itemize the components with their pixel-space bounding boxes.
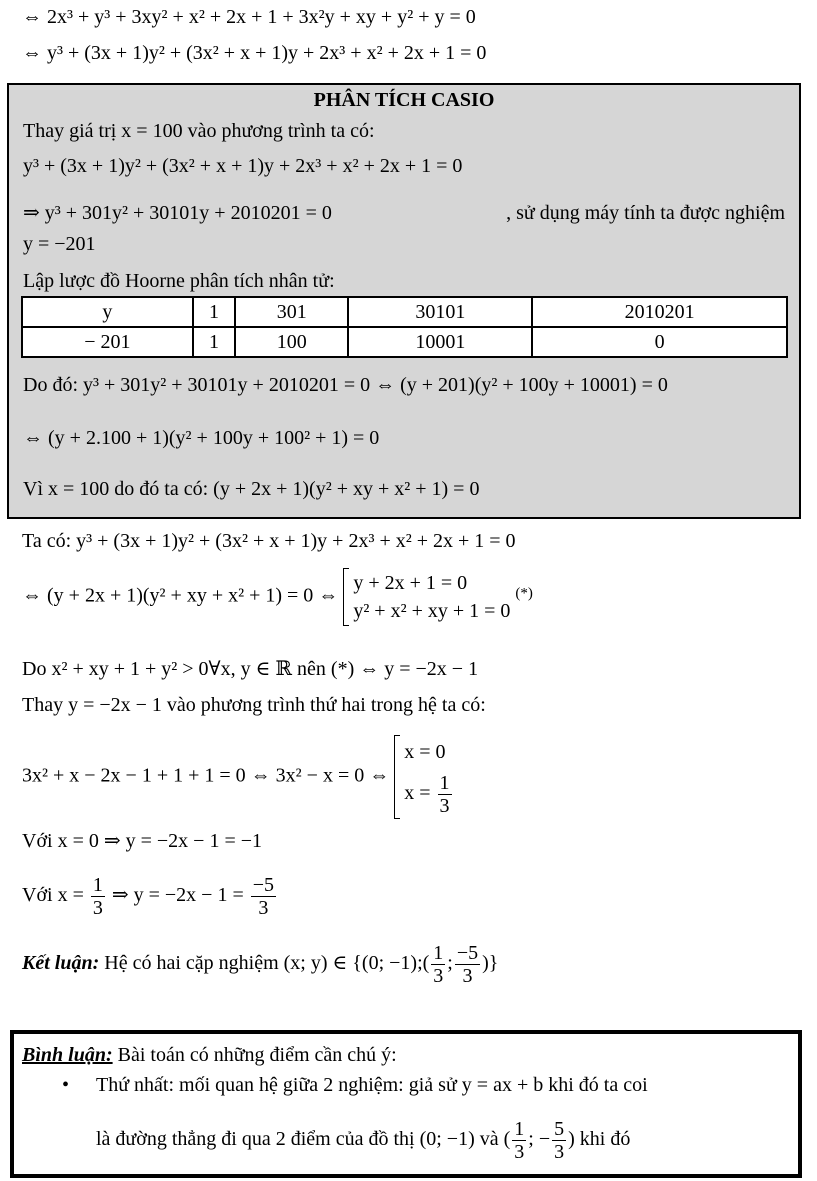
numerator: 1 xyxy=(92,873,103,896)
denominator: 3 xyxy=(439,794,450,817)
casio-numeric-line xyxy=(23,200,785,226)
casio-equation: y³ + (3x + 1)y² + (3x² + x + 1)y + 2x³ + x² + 2x + 1 = 0 xyxy=(23,155,463,177)
factor-equation: ⇔ (y + 2x + 1)(y² + xy + x² + 1) = 0 ⇔ xyxy=(22,584,339,607)
fraction xyxy=(251,874,276,919)
table-cell: 10001 xyxy=(348,327,532,357)
numerator: 1 xyxy=(433,941,444,964)
root-2-prefix: x = xyxy=(404,781,431,804)
casio-title: PHÂN TÍCH CASIO xyxy=(313,89,495,111)
point-1-line-2 xyxy=(96,1114,630,1164)
therefore-equation: y³ + 301y² + 30101y + 2010201 = 0 ⇔ (y + 201)(y² + 100y + 10001) = 0 xyxy=(83,374,668,396)
table-cell: 2010201 xyxy=(532,297,787,327)
have-equation: y³ + (3x + 1)y² + (3x² + x + 1)y + 2x³ + x² + 2x + 1 = 0 xyxy=(76,530,516,552)
separator: ; xyxy=(447,952,453,974)
equation-system xyxy=(343,568,510,626)
root-system xyxy=(394,735,453,819)
conclusion xyxy=(22,938,498,988)
numerator: 5 xyxy=(554,1117,565,1140)
fraction xyxy=(438,772,452,817)
factor-line xyxy=(22,568,533,626)
point-1-line-1: Thứ nhất: mối quan hệ giữa 2 nghiệm: giả sử y = ax + b khi đó ta coi xyxy=(96,1074,648,1096)
conclusion-label: Kết luận: xyxy=(22,952,100,974)
table-cell: 30101 xyxy=(348,297,532,327)
denominator: 3 xyxy=(554,1140,565,1163)
substitute-line: Thay y = −2x − 1 vào phương trình thứ hai trong hệ ta có: xyxy=(22,694,486,716)
root-1: x = 0 xyxy=(404,740,446,763)
fraction xyxy=(431,942,445,987)
case-2-prefix: Với x = xyxy=(22,884,84,906)
factored-numeric: ⇔ (y + 2.100 + 1)(y² + 100y + 100² + 1) = 0 xyxy=(23,427,380,449)
point-1-end: ) khi đó xyxy=(568,1128,631,1150)
numerator: 1 xyxy=(439,771,450,794)
equation-line-1: ⇔ 2x³ + y³ + 3xy² + x² + 2x + 1 + 3x²y + xy + y² + y = 0 xyxy=(22,6,476,28)
comment-header xyxy=(22,1042,397,1068)
horner-table xyxy=(21,296,788,358)
point-1-text: là đường thẳng đi qua 2 điểm của đồ thị (0; −1) và ( xyxy=(96,1128,511,1150)
quadratic-equation: 3x² + x − 2x − 1 + 1 + 1 = 0 ⇔ 3x² − x = 0 ⇔ xyxy=(22,764,390,787)
star-mark: (*) xyxy=(515,585,533,602)
fraction xyxy=(552,1118,566,1163)
therefore-label: Do đó: xyxy=(23,374,78,396)
have-line xyxy=(22,528,516,554)
table-cell: 100 xyxy=(235,327,348,357)
table-cell: 301 xyxy=(235,297,348,327)
positive-line: Do x² + xy + 1 + y² > 0∀x, y ∈ ℝ nên (*) ⇔ y = −2x − 1 xyxy=(22,658,479,680)
bracket xyxy=(343,568,349,626)
conclusion-text: Hệ có hai cặp nghiệm (x; y) ∈ {(0; −1);( xyxy=(104,952,430,974)
therefore-line xyxy=(23,372,668,398)
have-label: Ta có: xyxy=(22,530,72,552)
quadratic-line xyxy=(22,735,454,819)
conclusion-end: )} xyxy=(482,952,499,974)
table-cell: 0 xyxy=(532,327,787,357)
numeric-equation: ⇒ y³ + 301y² + 30101y + 2010201 = 0 xyxy=(23,202,332,224)
numerator: −5 xyxy=(456,941,479,964)
since-line xyxy=(23,476,479,502)
since-label: Vì x = 100 do đó ta có: xyxy=(23,478,209,500)
bracket xyxy=(394,735,400,819)
numerator: −5 xyxy=(252,873,275,896)
denominator: 3 xyxy=(92,896,103,919)
case-2-middle: ⇒ y = −2x − 1 = xyxy=(111,884,244,906)
system-row: y + 2x + 1 = 0 xyxy=(353,572,468,594)
bullet-icon: • xyxy=(62,1074,70,1096)
case-2 xyxy=(22,870,278,920)
table-cell: − 201 xyxy=(22,327,193,357)
table-cell: 1 xyxy=(193,297,235,327)
comment-intro: Bài toán có những điểm cần chú ý: xyxy=(117,1044,397,1066)
comment-box xyxy=(10,1030,802,1178)
casio-analysis-box xyxy=(7,83,801,519)
denominator: 3 xyxy=(433,964,444,987)
horner-intro: Lập lược đồ Hoorne phân tích nhân tử: xyxy=(23,270,335,292)
fraction xyxy=(455,942,480,987)
since-equation: (y + 2x + 1)(y² + xy + x² + 1) = 0 xyxy=(213,478,480,500)
fraction xyxy=(91,874,105,919)
denominator: 3 xyxy=(462,964,473,987)
casio-root: y = −201 xyxy=(23,233,96,255)
numeric-text: , sử dụng máy tính ta được nghiệm xyxy=(506,202,785,224)
system-row: y² + x² + xy + 1 = 0 xyxy=(353,600,511,622)
fraction xyxy=(512,1118,526,1163)
equation-line-2: ⇔ y³ + (3x + 1)y² + (3x² + x + 1)y + 2x³ + x² + 2x + 1 = 0 xyxy=(22,42,487,64)
root-2 xyxy=(404,772,453,817)
table-row xyxy=(22,297,787,327)
casio-sub-line: Thay giá trị x = 100 vào phương trình ta có: xyxy=(23,120,375,142)
table-cell: y xyxy=(22,297,193,327)
denominator: 3 xyxy=(514,1140,525,1163)
numerator: 1 xyxy=(514,1117,525,1140)
comment-label: Bình luận: xyxy=(22,1044,113,1066)
case-1: Với x = 0 ⇒ y = −2x − 1 = −1 xyxy=(22,830,263,852)
table-row xyxy=(22,327,787,357)
denominator: 3 xyxy=(258,896,269,919)
table-cell: 1 xyxy=(193,327,235,357)
separator: ; − xyxy=(528,1128,551,1150)
